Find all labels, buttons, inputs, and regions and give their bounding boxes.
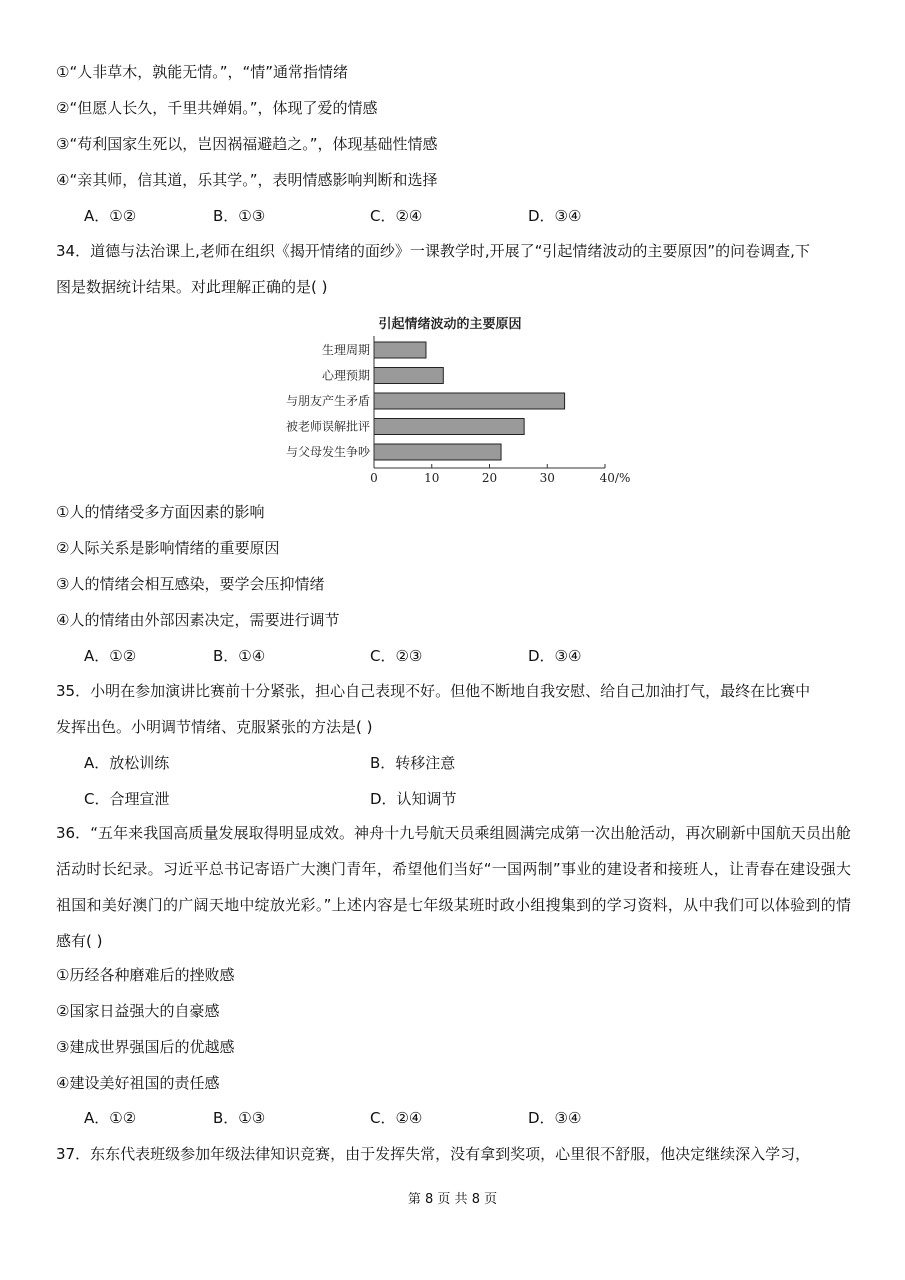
bar	[374, 342, 426, 358]
bar	[374, 368, 443, 384]
q36-option-c: C．②④	[370, 1109, 423, 1127]
q36-item-1: ①历经各种磨难后的挫败感	[56, 966, 235, 984]
q36-stem: 36．“五年来我国高质量发展取得明显成效。神舟十九号航天员乘组圆满完成第一次出舱活动，再次刷新中国航天员出舱活动时长纪录。习近平总书记寄语广大澳门青年，希望他们当好“一国两制”事业的建设者和接班人，让青春在建设强大祖国和美好澳门的广阔天地中绽放光彩。”上述内容是七年级某班时政小组搜集到的学习资料，从中我们可以体验到的情感有( )	[56, 824, 851, 950]
q34-option-d: D．③④	[528, 647, 582, 665]
q33-option-d: D．③④	[528, 207, 582, 225]
q33-option-c: C．②④	[370, 207, 423, 225]
q33-item-4: ④“亲其师，信其道，乐其学。”，表明情感影响判断和选择	[56, 171, 438, 189]
q35-option-c: C．合理宣泄	[84, 790, 170, 808]
q34-option-c: C．②③	[370, 647, 423, 665]
q34-stem-line-1: 34．道德与法治课上,老师在组织《揭开情绪的面纱》一课教学时,开展了“引起情绪波动的主要原因”的问卷调查,下	[56, 242, 810, 260]
category-label: 被老师误解批评	[285, 419, 370, 434]
x-tick-label: 10	[424, 471, 440, 485]
category-label: 心理预期	[321, 368, 370, 383]
q34-stem-line-2: 图是数据统计结果。对此理解正确的是( )	[56, 278, 328, 296]
q33-item-1: ①“人非草木，孰能无情。”，“情”通常指情绪	[56, 63, 349, 81]
q36-item-2: ②国家日益强大的自豪感	[56, 1002, 220, 1020]
bar	[374, 393, 565, 409]
q34-item-4: ④人的情绪由外部因素决定，需要进行调节	[56, 611, 340, 629]
q33-item-2: ②“但愿人长久，千里共婵娟。”，体现了爱的情感	[56, 99, 378, 117]
q33-option-b: B．①③	[213, 207, 266, 225]
q35-stem-line-1: 35．小明在参加演讲比赛前十分紧张，担心自己表现不好。但他不断地自我安慰、给自己加油打气，最终在比赛中	[56, 682, 811, 700]
q33-option-a: A．①②	[84, 207, 137, 225]
q36-option-d: D．③④	[528, 1109, 582, 1127]
x-tick-label: 30	[539, 471, 555, 485]
q37-stem-line-1: 37．东东代表班级参加年级法律知识竞赛，由于发挥失常，没有拿到奖项，心里很不舒服，他决定继续深入学习，	[56, 1145, 811, 1163]
q34-item-1: ①人的情绪受多方面因素的影响	[56, 503, 265, 521]
q36-option-a: A．①②	[84, 1109, 137, 1127]
q36-item-3: ③建成世界强国后的优越感	[56, 1038, 235, 1056]
bar-chart	[240, 308, 660, 488]
x-tick-label: 0	[370, 471, 378, 485]
q34-item-2: ②人际关系是影响情绪的重要原因	[56, 539, 280, 557]
bar	[374, 419, 524, 435]
x-tick-label: 20	[481, 471, 498, 485]
chart-title: 引起情绪波动的主要原因	[378, 317, 522, 332]
q34-option-a: A．①②	[84, 647, 137, 665]
category-label: 与父母发生争吵	[285, 445, 370, 459]
q34-item-3: ③人的情绪会相互感染，要学会压抑情绪	[56, 575, 325, 593]
q35-option-b: B．转移注意	[370, 754, 456, 772]
q35-option-d: D．认知调节	[370, 790, 457, 808]
bar	[374, 444, 501, 460]
q33-item-3: ③“苟利国家生死以，岂因祸福避趋之。”，体现基础性情感	[56, 135, 438, 153]
q35-stem-line-2: 发挥出色。小明调节情绪、克服紧张的方法是( )	[56, 718, 373, 736]
q35-option-a: A．放松训练	[84, 754, 170, 772]
category-label: 与朋友产生矛盾	[285, 394, 370, 408]
category-label: 生理周期	[321, 343, 370, 357]
q36-option-b: B．①③	[213, 1109, 266, 1127]
x-tick-label: 40/%	[599, 471, 631, 485]
page-footer: 第 8 页 共 8 页	[407, 1192, 498, 1207]
q34-option-b: B．①④	[213, 647, 266, 665]
q36-item-4: ④建设美好祖国的责任感	[56, 1074, 220, 1092]
